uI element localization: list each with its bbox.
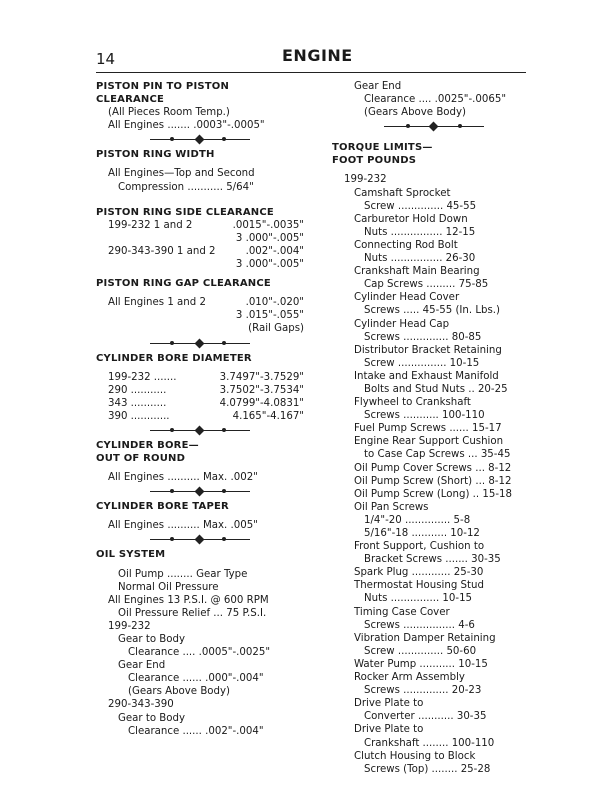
spec-line: Screws ........... 100-110 (364, 410, 485, 422)
left-column (96, 80, 304, 738)
section-heading: PISTON RING GAP CLEARANCE (96, 278, 271, 290)
spec-line: Connecting Rod Bolt (354, 239, 458, 251)
section-heading: PISTON RING SIDE CLEARANCE (96, 206, 274, 218)
bore-row (96, 410, 304, 423)
section-heading: OIL SYSTEM (96, 549, 166, 561)
spec-line: Screws ..... 45-55 (In. Lbs.) (364, 305, 501, 317)
page-title: ENGINE (282, 46, 353, 65)
bore-row (96, 397, 304, 410)
spec-line: to Case Cap Screws ... 35-45 (364, 449, 511, 461)
bore-value: 4.0799"-4.0831" (219, 397, 304, 409)
spec-line: Converter ........... 30-35 (364, 711, 487, 723)
ornament-divider (96, 132, 304, 148)
section-heading: TORQUE LIMITS— (332, 142, 433, 154)
bore-value: 3.7502"-3.7534" (219, 384, 304, 396)
torque-list (332, 173, 536, 775)
bore-value: 4.165"-4.167" (232, 410, 304, 422)
oil-system-list (96, 568, 304, 738)
bore-table (96, 371, 304, 423)
spec-line: Camshaft Sprocket (354, 187, 451, 199)
spec-line: Screws .............. 80-85 (364, 331, 482, 343)
spec-line: Distributor Bracket Retaining (354, 344, 502, 356)
bore-row (96, 384, 304, 397)
spec-line: Bracket Screws ....... 30-35 (364, 554, 501, 566)
spec-line: 5/16"-18 ........... 10-12 (364, 528, 480, 539)
ornament-divider (332, 119, 536, 135)
spec-line: All Engines .......... Max. .005" (108, 520, 258, 532)
spec-line: Flywheel to Crankshaft (354, 397, 471, 409)
spec-line: 290-343-390 1 and 2 .002"-.004" (108, 245, 304, 257)
ornament-divider (96, 423, 304, 439)
spec-line: Gear End (118, 660, 166, 672)
section-heading: OUT OF ROUND (96, 453, 186, 465)
spec-line: 290-343-390 (108, 699, 174, 711)
spec-line: Oil Pump ........ Gear Type (118, 568, 248, 580)
section-heading: FOOT POUNDS (332, 155, 417, 167)
bore-engine: 343 ........... (108, 397, 167, 409)
spec-line: Oil Pan Screws (354, 501, 429, 513)
spec-line: Timing Case Cover (354, 606, 450, 618)
spec-line: Nuts ................ 12-15 (364, 226, 476, 238)
spec-line: All Engines ....... .0003"-.0005" (108, 120, 265, 132)
spec-line: Clearance .... .0025"-.0065" (364, 94, 507, 106)
spec-line: All Engines—Top and Second (108, 168, 255, 180)
spec-line: Oil Pump Screw (Long) .. 15-18 (354, 488, 512, 500)
spec-line: 3 .000"-.005" (235, 232, 304, 244)
spec-line: Clearance ...... .002"-.004" (128, 725, 264, 737)
spec-line: Cylinder Head Cover (354, 292, 460, 304)
section-heading: CYLINDER BORE TAPER (96, 501, 229, 513)
spec-line: Oil Pump Screw (Short) ... 8-12 (354, 475, 512, 487)
spec-line: 1/4"-20 .............. 5-8 (364, 514, 471, 526)
spec-line: Screw .............. 50-60 (364, 645, 477, 657)
spec-line: Oil Pump Cover Screws ... 8-12 (354, 462, 512, 474)
spec-line: Nuts ............... 10-15 (364, 593, 473, 605)
spec-line: Fuel Pump Screws ...... 15-17 (354, 423, 502, 435)
spec-line: Thermostat Housing Stud (354, 580, 484, 592)
spec-line: Gear End (354, 81, 402, 92)
spec-line: Drive Plate to (354, 698, 424, 710)
spec-line: Nuts ................ 26-30 (364, 253, 476, 265)
section-heading: CLEARANCE (96, 94, 165, 106)
bore-value: 3.7497"-3.7529" (219, 371, 304, 383)
spec-line: Oil Pressure Relief ... 75 P.S.I. (118, 607, 267, 619)
spec-line: Clutch Housing to Block (354, 750, 476, 762)
section-heading: PISTON RING WIDTH (96, 149, 215, 161)
spec-line: (All Pieces Room Temp.) (108, 107, 230, 119)
section-heading: PISTON PIN TO PISTON (96, 81, 230, 92)
spec-line: Front Support, Cushion to (354, 541, 485, 553)
spec-line: Crankshaft Main Bearing (354, 266, 480, 278)
bore-engine: 199-232 ....... (108, 371, 177, 383)
spec-line: 3 .000"-.005" (235, 259, 304, 271)
ornament-divider (96, 336, 304, 352)
ornament-divider (96, 532, 304, 548)
spec-line: All Engines 13 P.S.I. @ 600 RPM (108, 594, 269, 606)
spec-line: Clearance ...... .000"-.004" (128, 673, 264, 685)
spec-line: 199-232 1 and 2 .0015"-.0035" (108, 219, 304, 231)
bore-engine: 390 ............ (108, 410, 170, 422)
spec-line: 199-232 (108, 620, 151, 632)
spec-line: Rocker Arm Assembly (354, 672, 465, 684)
spec-line: (Gears Above Body) (128, 686, 231, 698)
bore-engine: 290 ........... (108, 384, 167, 396)
spec-line: Screws (Top) ........ 25-28 (364, 763, 491, 775)
spec-line: Crankshaft ........ 100-110 (364, 737, 495, 749)
header-rule (96, 72, 526, 73)
spec-line: Clearance .... .0005"-.0025" (128, 647, 271, 659)
section-heading: CYLINDER BORE DIAMETER (96, 352, 252, 364)
spec-line: Vibration Damper Retaining (354, 632, 496, 644)
spec-line: Compression ........... 5/64" (118, 181, 254, 193)
spec-line: (Gears Above Body) (364, 107, 467, 119)
spec-line: Drive Plate to (354, 724, 424, 736)
spec-line: Engine Rear Support Cushion (354, 436, 504, 448)
spec-line: Screws ................ 4-6 (364, 619, 475, 631)
spec-line: All Engines 1 and 2 .010"-.020" (108, 297, 304, 309)
spec-line: Gear to Body (118, 712, 186, 724)
spec-line: Water Pump ........... 10-15 (354, 658, 488, 670)
spec-line: Normal Oil Pressure (118, 581, 219, 593)
ornament-divider (96, 484, 304, 500)
spec-line: All Engines .......... Max. .002" (108, 472, 258, 484)
spec-line: Screws .............. 20-23 (364, 685, 482, 697)
spec-line: Cylinder Head Cap (354, 318, 450, 330)
page-number: 14 (96, 50, 116, 68)
spec-line: Spark Plug ............ 25-30 (354, 567, 484, 579)
spec-line: Screw ............... 10-15 (364, 357, 480, 369)
section-heading: CYLINDER BORE— (96, 439, 199, 451)
spec-line: Cap Screws ......... 75-85 (364, 279, 489, 291)
spec-line: (Rail Gaps) (248, 323, 304, 335)
spec-line: Screw .............. 45-55 (364, 200, 477, 212)
bore-row (96, 371, 304, 384)
spec-line: 199-232 (344, 174, 387, 186)
right-column (332, 80, 536, 776)
spec-line: 3 .015"-.055" (235, 310, 304, 322)
spec-line: Gear to Body (118, 634, 186, 645)
spec-line: Bolts and Stud Nuts .. 20-25 (364, 383, 508, 395)
spec-line: Carburetor Hold Down (354, 213, 468, 225)
spec-line: Intake and Exhaust Manifold (354, 370, 499, 382)
